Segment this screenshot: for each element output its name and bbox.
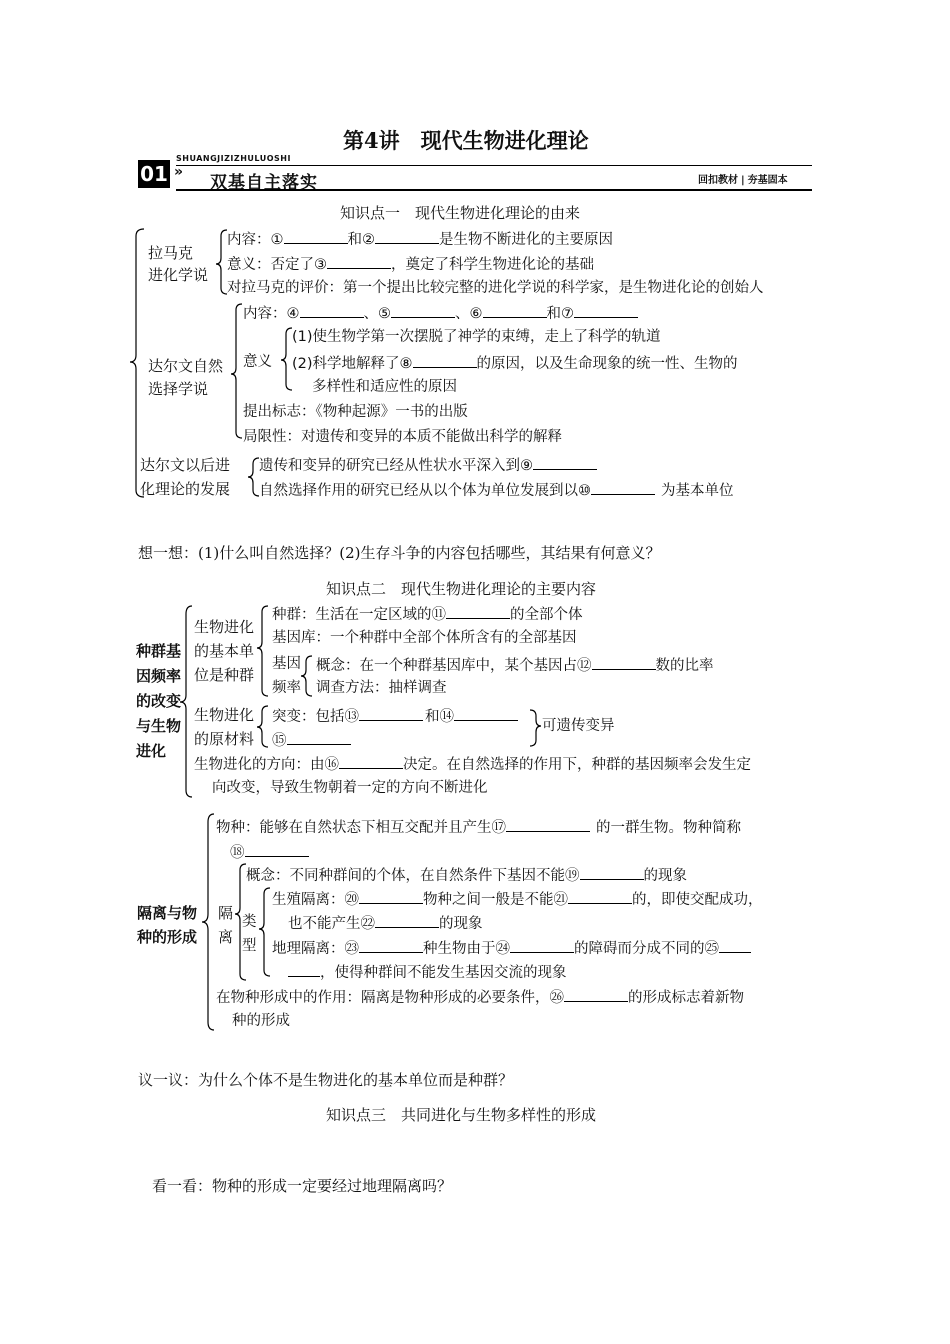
mut-a: 突变：包括⑬ [272, 709, 359, 725]
iso-concept-b: 的现象 [643, 868, 687, 884]
repro-a: 生殖隔离：⑳ [272, 892, 359, 908]
raw-brace [257, 706, 268, 747]
blank-22[interactable] [375, 913, 439, 928]
after-label-2: 化理论的发展 [140, 480, 231, 498]
blank-6[interactable] [483, 303, 547, 318]
lamarck-label-2: 进化学说 [148, 266, 209, 284]
look-question: 看一看：物种的形成一定要经过地理隔离吗？ [152, 1177, 453, 1195]
blank-5[interactable] [391, 303, 455, 318]
blank-21[interactable] [568, 889, 632, 904]
blank-11[interactable] [446, 604, 510, 619]
lamarck-brace [216, 230, 227, 294]
geo-a: 地理隔离：㉓ [272, 941, 359, 957]
banner-title: 双基自主落实 [210, 173, 318, 193]
role-line-2: 种的形成 [232, 1013, 290, 1029]
type-vertical-1: 类 [242, 914, 257, 930]
kp1-heading: 知识点一 现代生物进化理论的由来 [340, 204, 581, 222]
iso-vertical-1: 隔 [218, 904, 234, 922]
kp2-left-label-1: 种群基 [136, 642, 182, 660]
geo-c: 的障碍而分成不同的㉕ [574, 941, 719, 957]
direction-line-2: 向改变，导致生物朝着一定的方向不断进化 [212, 780, 488, 796]
gf-concept-a: 概念：在一个种群基因库中，某个基因占⑫ [316, 658, 592, 674]
geo-b: 种生物由于㉔ [423, 941, 510, 957]
page-title: 第4讲 现代生物进化理论 [343, 128, 589, 153]
darwin-meaning-brace [281, 328, 292, 390]
geo-line-2 [288, 962, 567, 982]
gene-pool-line: 基因库：一个种群中全部个体所含有的全部基因 [272, 630, 577, 646]
lamarck-label-1: 拉马克 [148, 244, 194, 262]
darwin-meaning-3: 多样性和适应性的原因 [312, 379, 457, 395]
kp2-left-label-4: 与生物 [136, 717, 182, 735]
banner-right-b: 夯基固本 [747, 175, 788, 186]
darwin-content-c: 、⑥ [455, 306, 483, 322]
darwin-meaning-label: 意义 [243, 354, 272, 370]
after-a: 遗传和变异的研究已经从性状水平深入到⑨ [259, 458, 533, 474]
lamarck-content-b: 和② [347, 232, 375, 248]
species-line-1 [216, 817, 741, 837]
blank-19[interactable] [580, 865, 644, 880]
darwin-limitation: 局限性：对遗传和变异的本质不能做出科学的解释 [243, 429, 562, 445]
banner-bottom-rule [176, 189, 812, 191]
banner-pinyin: SHUANGJIZIZHULUOSHI [176, 154, 291, 163]
gf-concept [316, 655, 714, 675]
mut-b: 和⑭ [425, 709, 454, 725]
mutation-line [272, 706, 518, 726]
lamarck-content-c: 是生物不断进化的主要原因 [439, 232, 613, 248]
repro-line-1 [272, 889, 763, 909]
banner-arrows-icon: » [174, 164, 184, 180]
darwin-content-d: 和⑦ [546, 306, 574, 322]
blank-13[interactable] [359, 706, 423, 721]
blank-18[interactable] [245, 842, 309, 857]
blank-3[interactable] [327, 254, 391, 269]
type-vertical-2: 型 [242, 938, 257, 954]
mutation-line-2 [272, 730, 351, 750]
blank-14[interactable] [454, 706, 518, 721]
banner-number: 01 [138, 160, 170, 188]
after-brace [248, 458, 259, 496]
geo-d: ，使得种群间不能发生基因交流的现象 [320, 965, 567, 981]
lamarck-meaning [227, 254, 594, 274]
after-line-1 [259, 455, 597, 475]
gf-brace [301, 656, 312, 696]
kp3-heading: 知识点三 共同进化与生物多样性的形成 [326, 1106, 597, 1124]
darwin-content-a: 内容：④ [243, 306, 300, 322]
after-label-1: 达尔文以后进 [140, 456, 231, 474]
blank-24[interactable] [510, 938, 574, 953]
role-a: 在物种形成中的作用：隔离是物种形成的必要条件，㉖ [216, 990, 564, 1006]
kp2-left-label-3: 的改变 [136, 692, 182, 710]
lamarck-meaning-b: ，奠定了科学生物进化论的基础 [391, 257, 594, 273]
heritable-variation: 可遗传变异 [542, 718, 615, 734]
section-banner [138, 154, 812, 193]
gf-concept-b: 数的比率 [655, 658, 714, 674]
blank-8[interactable] [413, 353, 477, 368]
repro-b: 物种之间一般是不能㉑ [423, 892, 568, 908]
type-brace [259, 888, 270, 976]
repro-line-2 [288, 913, 483, 933]
kp2-heading: 知识点二 现代生物进化理论的主要内容 [326, 580, 597, 598]
dir-b: 决定。在自然选择的作用下，种群的基因频率会发生定 [403, 757, 751, 773]
repro-c: 的，即使交配成功， [632, 892, 763, 908]
think-question: 想一想：(1)什么叫自然选择？(2)生存斗争的内容包括哪些，其结果有何意义？ [138, 544, 661, 562]
iso-concept-a: 概念：不同种群间的个体，在自然条件下基因不能⑲ [246, 868, 580, 884]
darwin-content-b: 、⑤ [363, 306, 391, 322]
iso-vertical-2: 离 [218, 928, 234, 946]
after-c: 为基本单位 [661, 483, 734, 499]
darwin-label-2: 选择学说 [148, 380, 209, 398]
darwin-content [243, 303, 638, 323]
blank-1[interactable] [284, 229, 348, 244]
iso-concept [246, 865, 687, 885]
blank-16[interactable] [339, 754, 403, 769]
raw-label-2: 的原材料 [194, 730, 255, 748]
after-b: 自然选择作用的研究已经从以个体为单位发展到以⑩ [259, 483, 591, 499]
lamarck-evaluation: 对拉马克的评价：第一个提出比较完整的进化学说的科学家，是生物进化论的创始人 [227, 280, 764, 296]
role-b: 的形成标志着新物 [628, 990, 744, 1006]
blank-2[interactable] [375, 229, 439, 244]
darwin-meaning-2b: 的原因，以及生命现象的统一性、生物的 [476, 356, 738, 372]
darwin-marker: 提出标志：《物种起源》一书的出版 [243, 404, 468, 420]
banner-right-a: 回扣教材 [698, 175, 738, 186]
after-line-2 [259, 480, 734, 500]
banner-divider: | [741, 175, 745, 186]
raw-label-1: 生物进化 [194, 706, 255, 724]
species-c: ⑱ [230, 845, 245, 861]
darwin-meaning-2 [292, 353, 738, 373]
unit-label-2: 的基本单 [194, 642, 255, 660]
kp2-left-label-2: 因频率 [136, 667, 182, 685]
blank-23[interactable] [359, 938, 423, 953]
iso-label-1: 隔离与物 [137, 904, 198, 922]
pop-a: 种群：生活在一定区域的⑪ [272, 607, 446, 623]
kp2-outer-brace [180, 606, 192, 797]
repro-d: 也不能产生㉒ [288, 916, 375, 932]
blank-10[interactable] [591, 480, 655, 495]
role-line-1 [216, 987, 744, 1007]
blank-25b[interactable] [288, 962, 320, 977]
blank-26[interactable] [564, 987, 628, 1002]
darwin-brace [231, 304, 242, 438]
repro-e: 的现象 [439, 916, 483, 932]
unit-label-1: 生物进化 [194, 618, 255, 636]
banner-rule [176, 165, 812, 166]
heritable-brace [530, 710, 541, 746]
blank-15[interactable] [287, 730, 351, 745]
blank-12[interactable] [592, 655, 656, 670]
lamarck-meaning-a: 意义：否定了③ [227, 257, 327, 273]
species-a: 物种：能够在自然状态下相互交配并且产生⑰ [216, 820, 506, 836]
blank-20[interactable] [359, 889, 423, 904]
iso-outer-brace [202, 814, 214, 1030]
species-line-2 [230, 842, 309, 862]
unit-brace [257, 606, 268, 696]
gf-label-2: 频率 [272, 680, 301, 696]
discuss-question: 议一议：为什么个体不是生物进化的基本单位而是种群？ [138, 1071, 514, 1089]
banner-right-tag [698, 171, 788, 186]
blank-7[interactable] [574, 303, 638, 318]
pop-b: 的全部个体 [510, 607, 583, 623]
blank-25a[interactable] [719, 938, 751, 953]
gf-label-1: 基因 [272, 656, 301, 672]
lamarck-content [227, 229, 613, 249]
kp2-left-label-5: 进化 [136, 742, 167, 760]
darwin-meaning-2a: (2)科学地解释了⑧ [292, 356, 413, 372]
darwin-meaning-1: (1)使生物学第一次摆脱了神学的束缚，走上了科学的轨道 [292, 329, 661, 345]
blank-4[interactable] [300, 303, 364, 318]
blank-9[interactable] [533, 455, 597, 470]
iso-label-2: 种的形成 [137, 928, 198, 946]
lamarck-content-a: 内容：① [227, 232, 284, 248]
geo-line-1 [272, 938, 751, 958]
direction-line-1 [194, 754, 751, 774]
mut-c: ⑮ [272, 733, 287, 749]
dir-a: 生物进化的方向：由⑯ [194, 757, 339, 773]
population-line [272, 604, 583, 624]
unit-label-3: 位是种群 [194, 666, 255, 684]
blank-17[interactable] [506, 817, 590, 832]
species-b: 的一群生物。物种简称 [596, 820, 741, 836]
darwin-label-1: 达尔文自然 [148, 357, 224, 375]
gf-method: 调查方法：抽样调查 [316, 680, 447, 696]
